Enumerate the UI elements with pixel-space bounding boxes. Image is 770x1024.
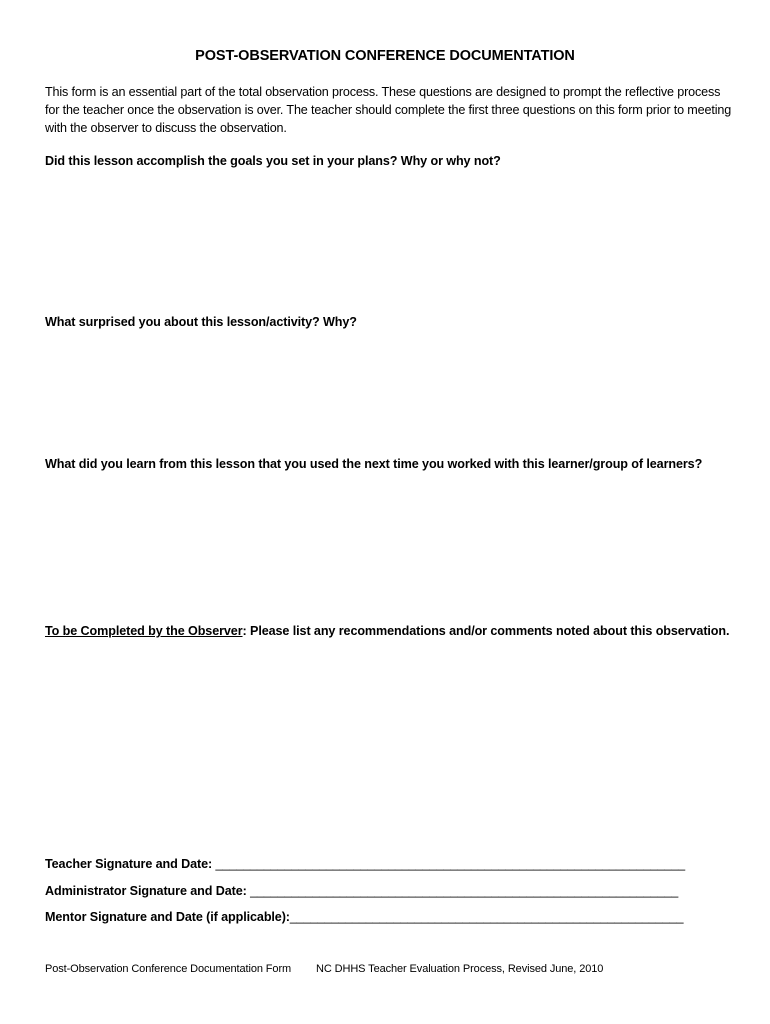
footer-form-name: Post-Observation Conference Documentation Form <box>45 963 292 975</box>
intro-paragraph: This form is an essential part of the total observation process. These questions are designed to prompt the reflective process for the teacher once the observation is over. The teacher should complete the first three questions on this form prior to meeting with the observer to discuss the observation. <box>45 85 732 135</box>
administrator-signature-label: Administrator Signature and Date: <box>45 884 251 898</box>
observer-instructions <box>45 617 735 645</box>
question-goals: Did this lesson accomplish the goals you set in your plans? Why or why not? <box>45 154 501 168</box>
footer-process-revision: NC DHHS Teacher Evaluation Process, Revised June, 2010 <box>316 963 604 975</box>
page-title: POST-OBSERVATION CONFERENCE DOCUMENTATION <box>195 48 575 64</box>
mentor-signature-field[interactable] <box>45 910 683 924</box>
observer-heading: To be Completed by the Observer <box>45 624 243 638</box>
question-surprised: What surprised you about this lesson/activity? Why? <box>45 315 357 329</box>
administrator-signature-field[interactable] <box>45 884 678 898</box>
mentor-signature-line[interactable]: _________________________________________________________ <box>289 910 684 924</box>
observer-colon: : <box>242 624 247 638</box>
question-learned: What did you learn from this lesson that you used the next time you worked with this learner/group of learners? <box>45 457 703 471</box>
teacher-signature-label: Teacher Signature and Date: <box>45 857 216 871</box>
administrator-signature-line[interactable]: ______________________________________________________________ <box>250 884 679 898</box>
observer-text: Please list any recommendations and/or comments noted about this observation. <box>246 624 730 638</box>
teacher-signature-field[interactable] <box>45 857 685 871</box>
teacher-signature-line[interactable]: ____________________________________________________________________ <box>215 857 686 871</box>
mentor-signature-label: Mentor Signature and Date (if applicable): <box>45 910 290 924</box>
